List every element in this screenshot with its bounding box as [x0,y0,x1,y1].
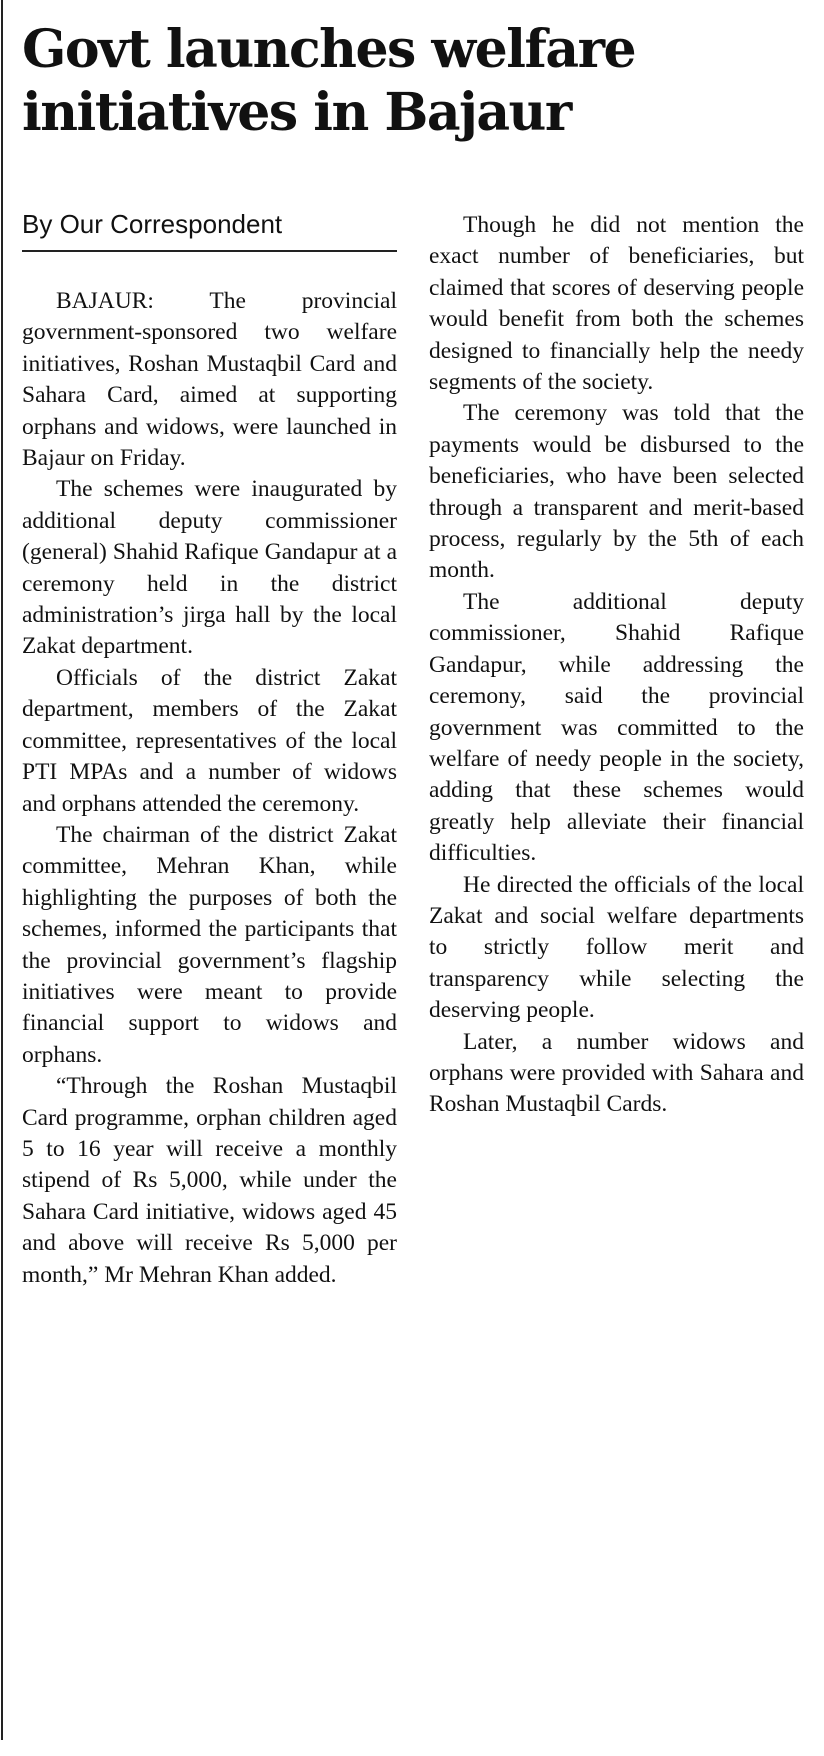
paragraph: Later, a number widows and orphans were provided with Sahara and Roshan Mustaqbil Cards. [429,1028,804,1118]
paragraph: Officials of the district Zakat department, members of the Zakat committee, representatives of the local PTI MPAs and a number of widows and orphans attended the ceremony. [22,664,397,817]
paragraph: The ceremony was told that the payments would be disbursed to the beneficiaries, who have been selected through a transparent and merit-based process, regularly by the 5th of each month. [429,400,804,584]
paragraph: BAJAUR: The provincial government-sponsored two welfare initiatives, Roshan Mustaqbil Card and Sahara Card, aimed at supporting orphans and widows, were launched in Bajaur on Friday. [22,288,397,472]
article-headline [22,18,812,144]
paragraph: The chairman of the district Zakat committee, Mehran Khan, while highlighting the purposes of both the schemes, informed the participants that the provincial government’s flagship initiatives were meant to provide financial support to widows and orphans. [22,821,397,1068]
column-border-rule [1,0,3,1740]
article-column-right [429,210,804,1121]
paragraph: “Through the Roshan Mustaqbil Card programme, orphan children aged 5 to 16 year will receive a monthly stipend of Rs 5,000, while under the Sahara Card initiative, widows aged 45 and above will receive Rs 5,000 per month,” Mr Mehran Khan added. [22,1073,397,1288]
headline-line: Govt launches welfare [22,19,636,80]
byline-divider [22,250,397,252]
paragraph: The schemes were inaugurated by additional deputy commissioner (general) Shahid Rafique Gandapur at a ceremony held in the district administration’s jirga hall by the local Zakat department. [22,476,397,660]
paragraph: The additional deputy commissioner, Shahid Rafique Gandapur, while addressing the ceremony, said the provincial government was committed to the welfare of needy people in the society, adding that these schemes would greatly help alleviate their financial difficulties. [429,588,804,867]
article-column-left [22,286,397,1291]
paragraph: Though he did not mention the exact number of beneficiaries, but claimed that scores of deserving people would benefit from both the schemes designed to financially help the needy segments of the society. [429,212,804,396]
headline-line: initiatives in Bajaur [22,82,571,143]
paragraph: He directed the officials of the local Zakat and social welfare departments to strictly follow merit and transparency while selecting the deserving people. [429,871,804,1024]
article-byline: By Our Correspondent [22,209,283,239]
